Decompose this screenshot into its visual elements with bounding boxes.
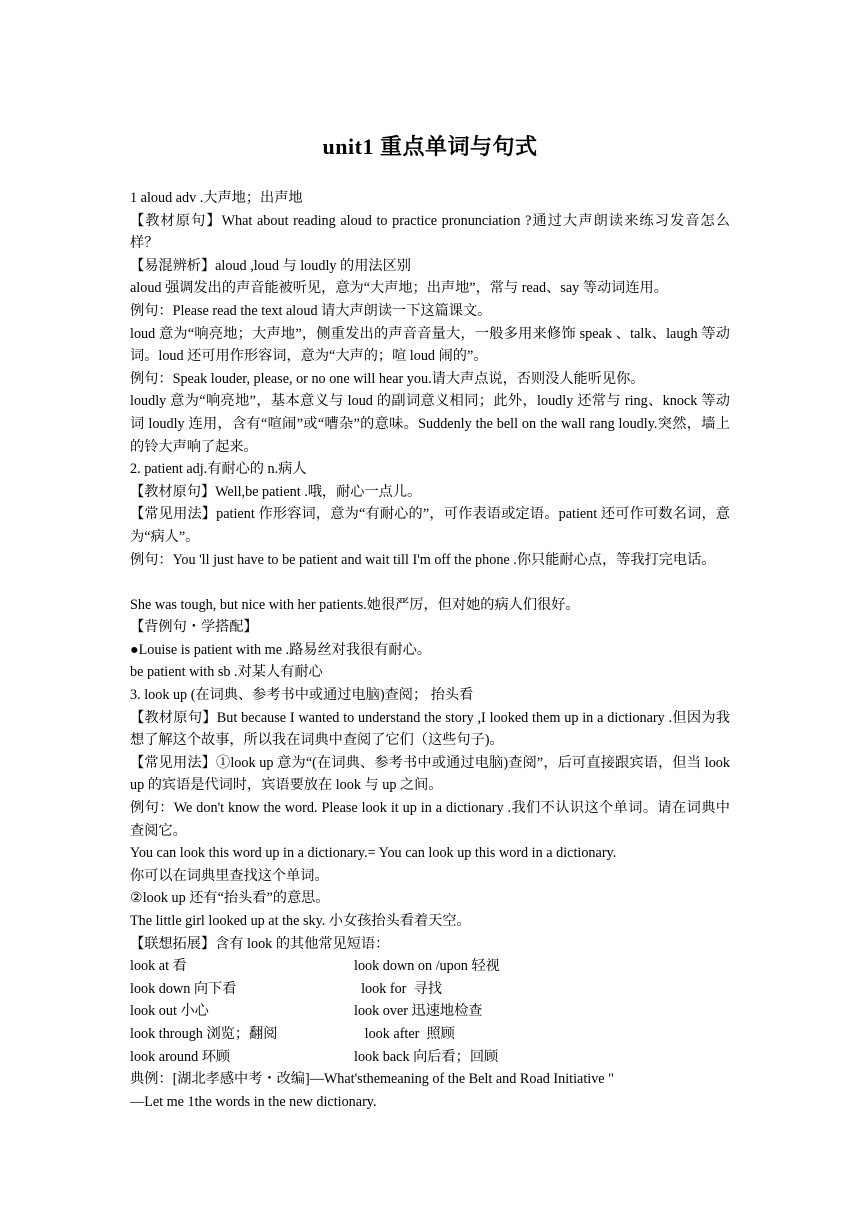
- textbook-sentence: 【教材原句】But because I wanted to understand the story ,I looked them up in a dictionary .但因为我想了解这个故事，所以我在词典中查阅了它们（这些句子)。: [130, 709, 730, 749]
- entry-heading: 2. patient adj.有耐心的 n.病人: [130, 461, 307, 478]
- section-label: 【易混辨析】aloud ,loud 与 loudly 的用法区别: [130, 257, 411, 274]
- phrase-left: look at 看: [130, 958, 187, 975]
- phrase-left: look down 向下看: [130, 980, 237, 997]
- section-label: 【联想拓展】含有 look 的其他常见短语：: [130, 935, 390, 952]
- phrase-row: [130, 955, 730, 978]
- phrase-row: [130, 978, 730, 1001]
- usage-note: 【常见用法】①look up 意为“(在词典、参考书中或通过电脑)查阅”，后可直接跟宾语，但当 look up 的宾语是代词时，宾语要放在 look 与 up 之间。: [130, 754, 730, 794]
- text-paragraph: loudly 意为“响亮地”，基本意义与 loud 的副词意义相同；此外，loudly 还常与 ring、knock 等动词 loudly 连用，含有“喧闹”或“嘈杂”的意味。Suddenly the bell on the wall rang loudly.突然，墙上的铃大声响了起来。: [130, 393, 730, 455]
- usage-note: 【常见用法】patient 作形容词，意为“有耐心的”，可作表语或定语。patient 还可作可数名词，意为“病人”。: [130, 506, 730, 545]
- text-line: be patient with sb .对某人有耐心: [130, 664, 323, 681]
- phrase-row: [130, 1046, 730, 1069]
- phrase-right: look over 迅速地检查: [354, 1003, 483, 1020]
- bullet-sentence: ●Louise is patient with me .路易丝对我很有耐心。: [130, 641, 431, 658]
- exam-example: 典例：[湖北孝感中考・改编]—What'sthemeaning of the Belt and Road Initiative ": [130, 1071, 614, 1088]
- example-sentence: 例句：Please read the text aloud 请大声朗读一下这篇课文。: [130, 302, 492, 319]
- phrase-left: look out 小心: [130, 1003, 209, 1020]
- text-line: aloud 强调发出的声音能被听见，意为“大声地；出声地”，常与 read、say 等动词连用。: [130, 280, 668, 297]
- page-title: unit1 重点单词与句式: [322, 134, 538, 159]
- section-label: 【背例句・学搭配】: [130, 619, 258, 636]
- text-line: ②look up 还有“抬头看”的意思。: [130, 890, 330, 907]
- phrase-left: look around 环顾: [130, 1048, 231, 1065]
- text-line: You can look this word up in a dictionary.= You can look up this word in a dictionary.: [130, 845, 617, 862]
- text-line: The little girl looked up at the sky. 小女孩抬头看着天空。: [130, 913, 471, 930]
- phrase-row: [130, 1023, 730, 1046]
- phrase-left: look through 浏览；翻阅: [130, 1025, 278, 1042]
- textbook-sentence: 【教材原句】Well,be patient .哦，耐心一点儿。: [130, 483, 422, 500]
- entry-heading: 3. look up (在词典、参考书中或通过电脑)查阅； 抬头看: [130, 687, 474, 704]
- text-line: She was tough, but nice with her patients.她很严厉，但对她的病人们很好。: [130, 596, 580, 613]
- phrase-right: look back 向后看；回顾: [354, 1048, 499, 1065]
- entry-heading: 1 aloud adv .大声地；出声地: [130, 190, 303, 206]
- phrase-row: [130, 1000, 730, 1023]
- document-body: [130, 187, 730, 1113]
- example-sentence: 例句：We don't know the word. Please look it up in a dictionary .我们不认识这个单词。请在词典中查阅它。: [130, 800, 730, 839]
- text-paragraph: loud 意为“响亮地；大声地”，侧重发出的声音音量大，一般多用来修饰 speak 、talk、laugh 等动词。loud 还可用作形容词，意为“大声的；喧 loud 闹的”。: [130, 325, 730, 365]
- textbook-sentence: 【教材原句】What about reading aloud to practice pronunciation ?通过大声朗读来练习发音怎么样？: [130, 212, 730, 252]
- exam-example: —Let me 1the words in the new dictionary.: [130, 1093, 377, 1110]
- text-line: 你可以在词典里查找这个单词。: [130, 867, 329, 884]
- phrase-right: look down on /upon 轻视: [354, 958, 500, 975]
- example-sentence: 例句：Speak louder, please, or no one will hear you.请大声点说，否则没人能听见你。: [130, 370, 645, 387]
- phrase-right: look for 寻找: [354, 980, 442, 997]
- example-sentence: 例句：You 'll just have to be patient and wait till I'm off the phone .你只能耐心点，等我打完电话。: [130, 551, 716, 568]
- phrase-right: look after 照顾: [354, 1025, 455, 1042]
